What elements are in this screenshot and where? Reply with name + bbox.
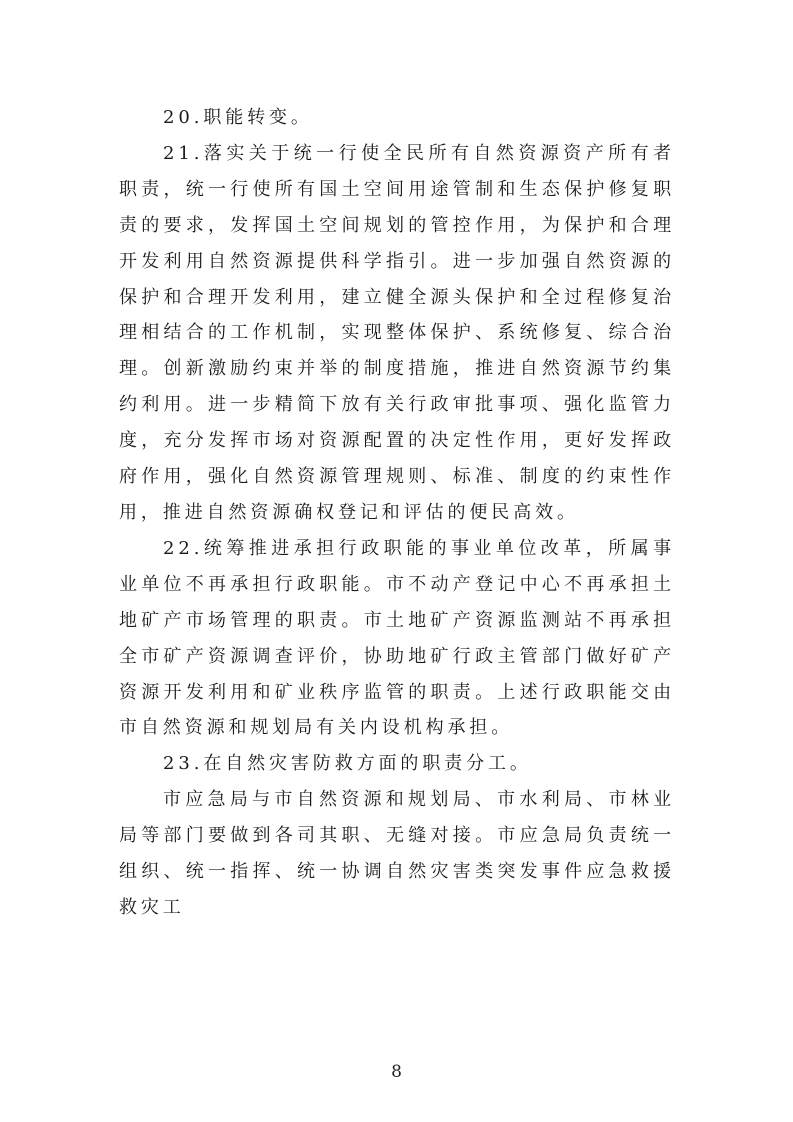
page-number: 8	[391, 1062, 402, 1082]
paragraph-22: 22.统筹推进承担行政职能的事业单位改革，所属事业单位不再承担行政职能。市不动产登记中心不再承担土地矿产市场管理的职责。市土地矿产资源监测站不再承担全市矿产资源调查评价，协助地矿行政主管部门做好矿产资源开发利用和矿业秩序监管的职责。上述行政职能交由市自然资源和规划局有关内设机构承担。	[119, 537, 675, 739]
body-text	[119, 100, 675, 926]
paragraph-23-heading: 23.在自然灾害防救方面的职责分工。	[163, 753, 532, 775]
paragraph-23-body: 市应急局与市自然资源和规划局、市水利局、市林业局等部门要做到各司其职、无缝对接。市应急局负责统一组织、统一指挥、统一协调自然灾害类突发事件应急救援救灾工	[119, 789, 675, 918]
paragraph-20-heading: 20.职能转变。	[163, 107, 313, 128]
paragraph-21: 21.落实关于统一行使全民所有自然资源资产所有者职责，统一行使所有国土空间用途管制和生态保护修复职责的要求，发挥国土空间规划的管控作用，为保护和合理开发利用自然资源提供科学指引。进一步加强自然资源的保护和合理开发利用，建立健全源头保护和全过程修复治理相结合的工作机制，实现整体保护、系统修复、综合治理。创新激励约束并举的制度措施，推进自然资源节约集约利用。进一步精简下放有关行政审批事项、强化监管力度，充分发挥市场对资源配置的决定性作用，更好发挥政府作用，强化自然资源管理规则、标准、制度的约束性作用，推进自然资源确权登记和评估的便民高效。	[119, 142, 675, 523]
